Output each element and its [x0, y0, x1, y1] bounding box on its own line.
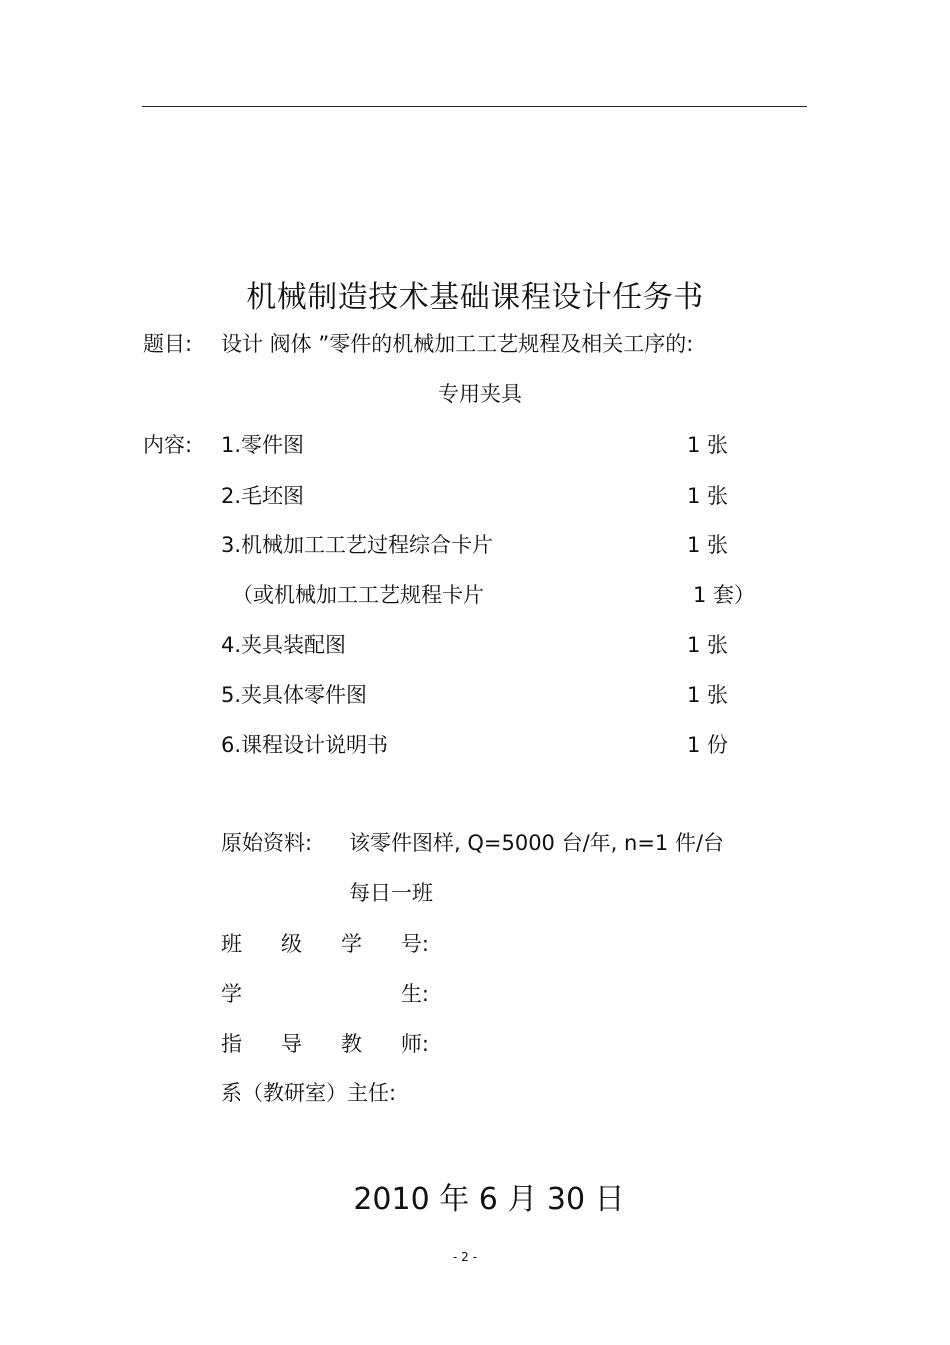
label-char: 号: — [400, 932, 429, 956]
content-item-qty: 1 套） — [693, 583, 756, 607]
source-line-2: 每日一班 — [349, 881, 433, 905]
content-item-name: 1.零件图 — [221, 433, 305, 457]
content-item-name: 5.夹具体零件图 — [221, 683, 368, 707]
page-number: - 2 - — [453, 1250, 477, 1264]
label-char: 生: — [400, 982, 429, 1006]
content-item-name: 6.课程设计说明书 — [221, 733, 389, 757]
header-rule — [142, 106, 807, 107]
document-title: 机械制造技术基础课程设计任务书 — [246, 280, 704, 315]
label-char: 学 — [221, 982, 242, 1006]
content-item-name: 2.毛坯图 — [221, 484, 305, 508]
content-item-qty: 1 张 — [687, 633, 729, 657]
document-date: 2010 年 6 月 30 日 — [353, 1182, 625, 1217]
source-line-1: 该零件图样, Q=5000 台/年, n=1 件/台 — [349, 831, 725, 855]
content-label: 内容: — [143, 433, 193, 457]
content-item-qty: 1 份 — [687, 733, 729, 757]
topic-label: 题目: — [143, 332, 193, 356]
content-item-qty: 1 张 — [687, 484, 729, 508]
content-item-name: 4.夹具装配图 — [221, 633, 347, 657]
label-char: 学 — [340, 932, 362, 956]
label-char: 级 — [280, 932, 302, 956]
source-label: 原始资料: — [221, 831, 313, 855]
content-item-qty: 1 张 — [687, 433, 729, 457]
label-char: 教 — [340, 1032, 362, 1056]
student-label — [221, 978, 429, 1008]
content-item-qty: 1 张 — [687, 533, 729, 557]
topic-line-2: 专用夹具 — [438, 382, 522, 406]
label-char: 指 — [221, 1032, 242, 1056]
label-char: 导 — [280, 1032, 302, 1056]
dept-head-label: 系（教研室）主任: — [221, 1081, 397, 1105]
content-item-name: 3.机械加工工艺过程综合卡片 — [221, 533, 494, 557]
class-id-label — [221, 928, 429, 958]
label-char: 师: — [400, 1032, 429, 1056]
content-item-qty: 1 张 — [687, 683, 729, 707]
content-item-name: （或机械加工工艺规程卡片 — [232, 583, 484, 607]
topic-line-1: 设计 阀体 ”零件的机械加工工艺规程及相关工序的: — [221, 332, 694, 356]
label-char: 班 — [221, 932, 242, 956]
advisor-label — [221, 1028, 429, 1058]
